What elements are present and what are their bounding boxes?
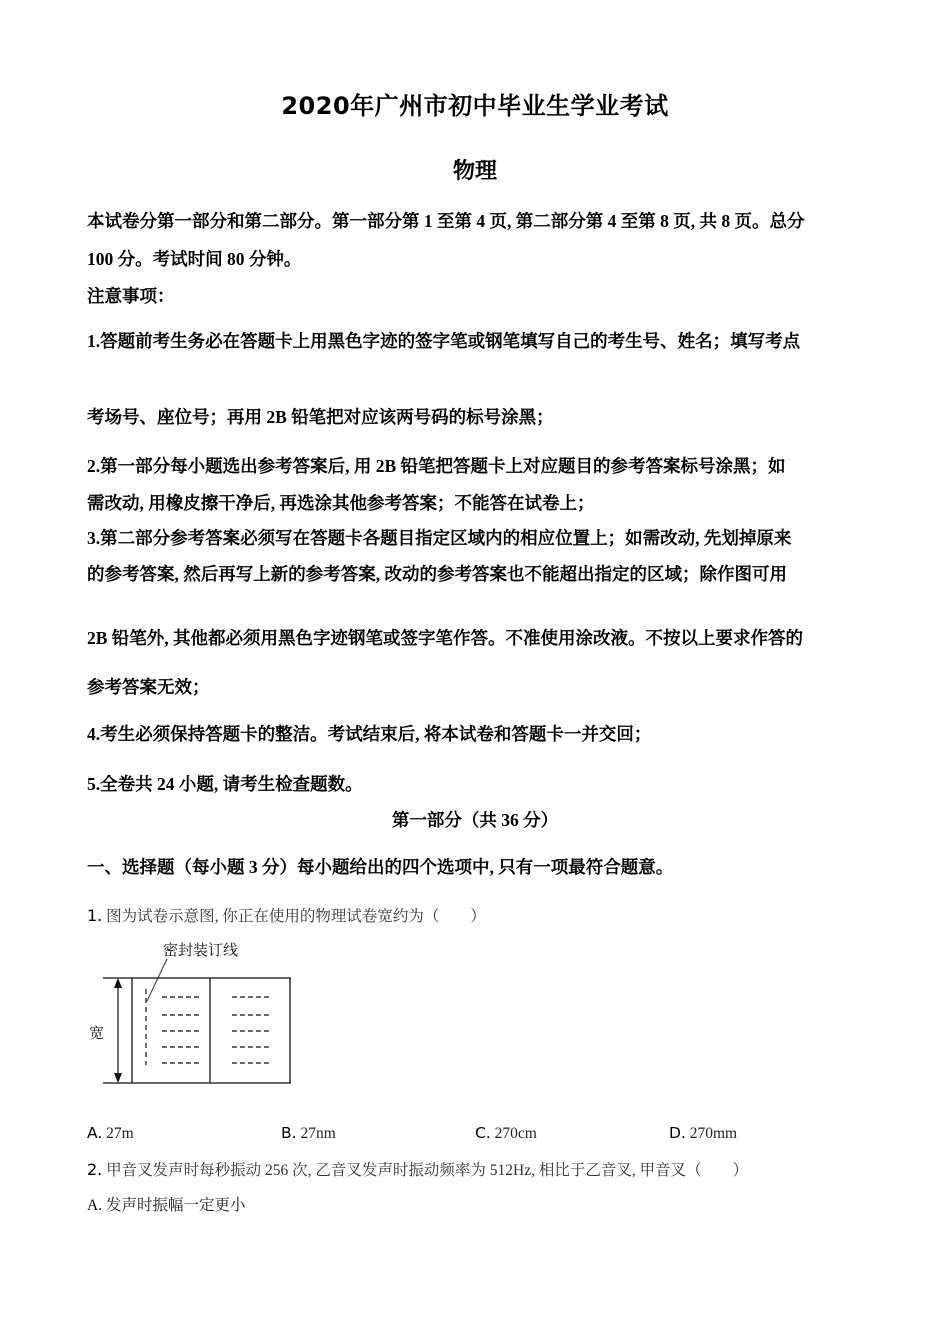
note-line: 的参考答案, 然后再写上新的参考答案, 改动的参考答案也不能超出指定的区域；除作图可用 <box>87 564 787 584</box>
option-label: A. <box>87 1197 103 1214</box>
note-line: 参考答案无效； <box>87 677 210 697</box>
question-number: 2. <box>87 1160 103 1179</box>
left-page-lines <box>162 997 202 1063</box>
note-line: 2.第一部分每小题选出参考答案后, 用 2B 铅笔把答题卡上对应题目的参考答案标号涂黑；如 <box>87 456 786 476</box>
option-b[interactable] <box>281 1124 336 1143</box>
option-c[interactable] <box>475 1124 537 1143</box>
option-text: 27m <box>106 1125 134 1142</box>
arrow-down-icon <box>114 1073 122 1083</box>
note-line: 考场号、座位号；再用 2B 铅笔把对应该两号码的标号涂黑； <box>87 407 554 427</box>
notes-heading: 注意事项： <box>87 286 175 306</box>
note-line: 5.全卷共 24 小题, 请考生检查题数。 <box>87 774 363 794</box>
option-label: B. <box>281 1124 297 1142</box>
option-a[interactable] <box>87 1124 134 1143</box>
section-heading: 一、选择题（每小题 3 分）每小题给出的四个选项中, 只有一项最符合题意。 <box>87 857 674 877</box>
question-number: 1. <box>87 906 103 925</box>
subject-title: 物理 <box>452 159 497 184</box>
option-label: D. <box>669 1124 686 1142</box>
binding-line-label: 密封装订线 <box>163 941 239 959</box>
width-label: 宽 <box>89 1024 105 1042</box>
leader-line <box>147 959 167 1001</box>
option-text: 27nm <box>300 1125 336 1142</box>
option-text: 270mm <box>689 1125 738 1142</box>
note-line: 4.考生必须保持答题卡的整洁。考试结束后, 将本试卷和答题卡一并交回； <box>87 724 652 744</box>
exam-paper-figure <box>85 935 305 1095</box>
option-label: A. <box>87 1124 103 1142</box>
exam-title: 2020年广州市初中毕业生学业考试 <box>281 92 669 120</box>
option-a[interactable] <box>87 1193 245 1215</box>
question-2 <box>87 1158 748 1180</box>
intro-line-2: 100 分。考试时间 80 分钟。 <box>87 249 302 269</box>
part1-heading: 第一部分（共 36 分） <box>391 810 559 830</box>
right-page-lines <box>232 997 272 1063</box>
note-line: 1.答题前考生务必在答题卡上用黑色字迹的签字笔或钢笔填写自己的考生号、姓名；填写考点 <box>87 331 801 351</box>
intro-line-1: 本试卷分第一部分和第二部分。第一部分第 1 至第 4 页, 第二部分第 4 至第 8 页, 共 8 页。总分 <box>87 211 805 231</box>
question-1 <box>87 904 486 926</box>
option-d[interactable] <box>669 1124 737 1143</box>
note-line: 3.第二部分参考答案必须写在答题卡各题目指定区域内的相应位置上；如需改动, 先划掉原来 <box>87 528 792 548</box>
option-text: 发声时振幅一定更小 <box>105 1197 246 1214</box>
note-line: 需改动, 用橡皮擦干净后, 再选涂其他参考答案；不能答在试卷上； <box>87 493 595 513</box>
question-text: 甲音叉发声时每秒振动 256 次, 乙音叉发声时振动频率为 512Hz, 相比于乙音叉, 甲音叉（ ） <box>106 1162 749 1179</box>
note-line: 2B 铅笔外, 其他都必须用黑色字迹钢笔或签字笔作答。不准使用涂改液。不按以上要求作答的 <box>87 628 804 648</box>
option-label: C. <box>475 1124 491 1142</box>
question-text: 图为试卷示意图, 你正在使用的物理试卷宽约为（ ） <box>106 908 486 925</box>
option-text: 270cm <box>494 1125 537 1142</box>
arrow-up-icon <box>114 978 122 988</box>
